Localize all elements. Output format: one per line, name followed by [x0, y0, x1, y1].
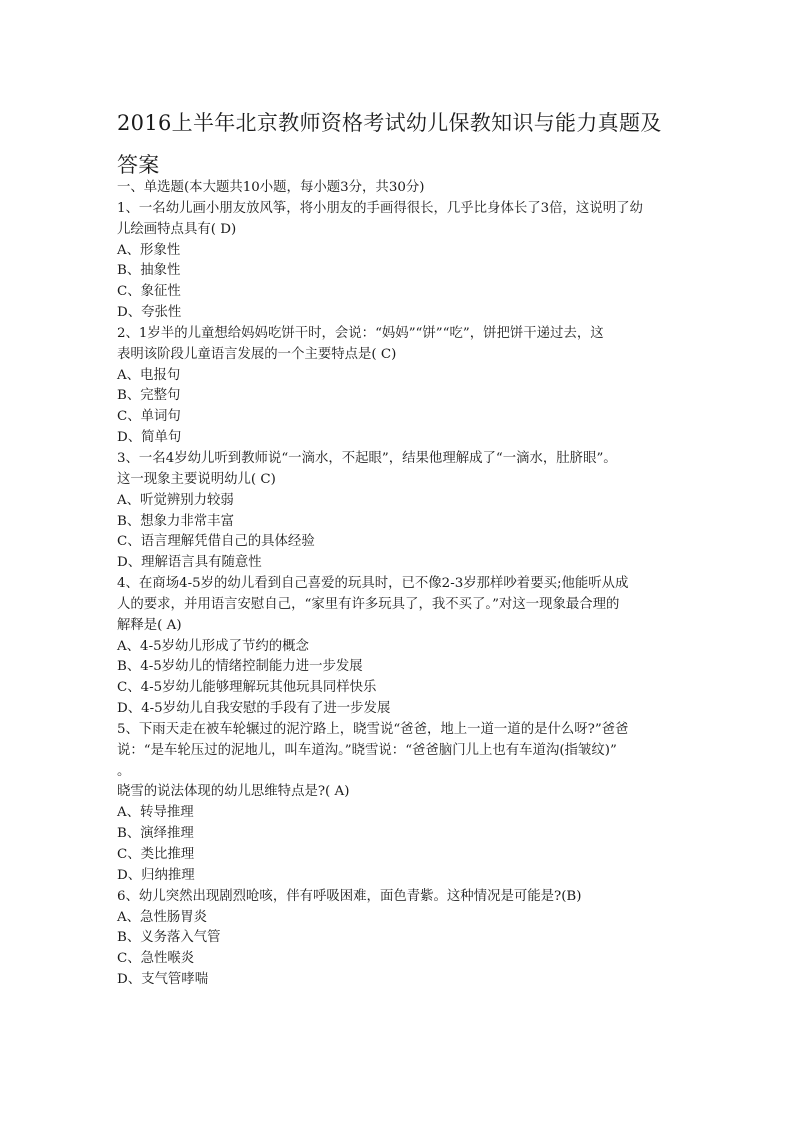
text-line: 说：“是车轮压过的泥地儿，叫车道沟。”晓雪说：“爸爸脑门儿上也有车道沟(指皱纹)”: [117, 742, 617, 758]
text-line: D、归纳推理: [117, 867, 195, 883]
text-line: B、义务落入气管: [117, 930, 221, 946]
text-line: A、听觉辨别力较弱: [117, 492, 234, 508]
page-title: [117, 102, 717, 186]
text-line: B、演绎推理: [117, 826, 194, 842]
text-line: 一、单选题(本大题共10小题，每小题3分，共30分): [117, 180, 425, 195]
text-line: D、支气管哮喘: [117, 972, 209, 988]
text-line: B、完整句: [117, 388, 181, 404]
text-line: B、4-5岁幼儿的情绪控制能力进一步发展: [117, 659, 363, 675]
text-line: D、夸张性: [117, 305, 182, 321]
text-line: D、理解语言具有随意性: [117, 555, 262, 571]
text-line: 4、在商场4-5岁的幼儿看到自己喜爱的玩具时，已不像2-3岁那样吵着要买;他能听从成: [117, 576, 629, 592]
text-line: C、象征性: [117, 284, 181, 300]
text-line: 6、幼儿突然出现剧烈呛咳，伴有呼吸困难，面色青紫。这种情况是可能是?(B): [117, 888, 582, 904]
text-line: 1、一名幼儿画小朋友放风筝，将小朋友的手画得很长，几乎比身体长了3倍，这说明了幼: [117, 200, 643, 216]
text-line: C、单词句: [117, 409, 181, 425]
text-line: D、简单句: [117, 430, 182, 446]
text-line: 人的要求，并用语言安慰自己，“家里有许多玩具了，我不买了。”对这一现象最合理的: [117, 596, 620, 612]
title-line: 2016上半年北京教师资格考试幼儿保教知识与能力真题及: [117, 111, 662, 135]
text-line: C、类比推理: [117, 847, 195, 862]
text-line: D、4-5岁幼儿自我安慰的手段有了进一步发展: [117, 701, 391, 717]
text-line: 儿绘画特点具有( D): [117, 221, 237, 237]
text-line: C、4-5岁幼儿能够理解玩其他玩具同样快乐: [117, 680, 377, 696]
title-line: 答案: [117, 153, 160, 177]
text-line: A、急性肠胃炎: [117, 909, 208, 925]
text-line: 解释是( A): [117, 617, 182, 633]
text-line: 5、下雨天走在被车轮辗过的泥泞路上，晓雪说“爸爸，地上一道一道的是什么呀?”爸爸: [117, 721, 629, 737]
text-line: B、抽象性: [117, 263, 181, 279]
text-line: 。: [117, 763, 131, 779]
text-line: C、急性喉炎: [117, 951, 195, 967]
text-line: C、语言理解凭借自己的具体经验: [117, 534, 315, 550]
text-line: 晓雪的说法体现的幼儿思维特点是?( A): [117, 784, 350, 800]
text-line: A、形象性: [117, 242, 181, 258]
question-body: [117, 178, 682, 991]
text-line: 2、1岁半的儿童想给妈妈吃饼干时，会说：“妈妈”“饼”“吃”，饼把饼干递过去，这: [117, 325, 604, 341]
text-line: A、电报句: [117, 367, 181, 383]
text-line: A、转导推理: [117, 805, 194, 821]
text-line: 这一现象主要说明幼儿( C): [117, 471, 276, 487]
text-line: A、4-5岁幼儿形成了节约的概念: [117, 638, 309, 654]
text-line: 表明该阶段儿童语言发展的一个主要特点是( C): [117, 346, 397, 362]
text-line: 3、一名4岁幼儿听到教师说“一滴水，不起眼”，结果他理解成了“一滴水，肚脐眼”。: [117, 450, 617, 466]
text-line: B、想象力非常丰富: [117, 513, 234, 529]
